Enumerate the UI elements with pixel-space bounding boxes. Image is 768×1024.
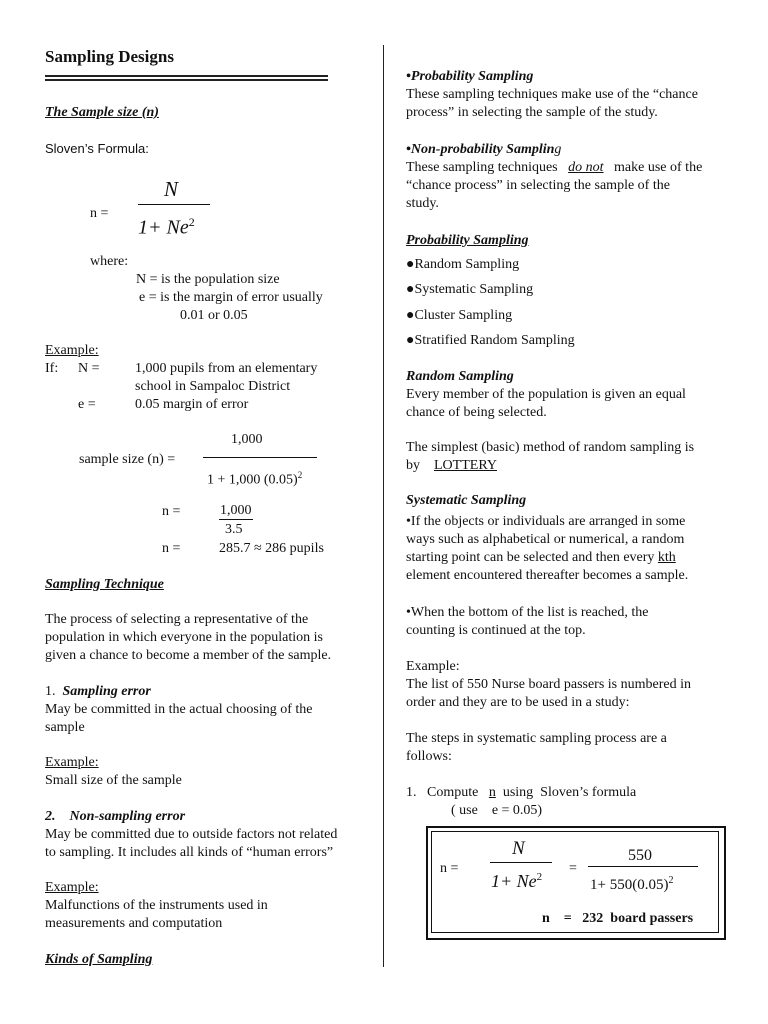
random-text-line2: chance of being selected. <box>406 405 547 420</box>
list-item-label: Stratified Random Sampling <box>414 333 575 348</box>
steps-text-line1: The steps in systematic sampling process are a <box>406 731 667 746</box>
systematic-example-line1: The list of 550 Nurse board passers is numbered in <box>406 677 691 692</box>
non-probability-text-line3: study. <box>406 196 439 211</box>
sampling-technique-heading: Sampling Technique <box>45 577 164 592</box>
example-N-eq: N = <box>78 361 100 376</box>
calc-step-numerator: 1,000 <box>220 503 252 518</box>
non-probability-text-line2: “chance process” in selecting the sample of the <box>406 178 670 193</box>
box-denominator-exp: 2 <box>536 871 543 883</box>
example-N-value-line1: 1,000 pupils from an elementary <box>135 361 318 376</box>
title-rule-top <box>45 75 328 77</box>
lottery-text: LOTTERY <box>434 458 497 473</box>
example-N-value-line2: school in Sampaloc District <box>135 379 291 394</box>
non-probability-text-a: These sampling techniques <box>406 160 558 175</box>
random-sampling-heading: Random Sampling <box>406 369 514 384</box>
non-sampling-error-example-label: Example: <box>45 880 99 895</box>
technique-text-line1: The process of selecting a representative of the <box>45 612 309 627</box>
step1-line <box>406 784 636 802</box>
box-denominator-base: 1+ Ne <box>491 871 537 891</box>
where-e-line1: e = is the margin of error usually <box>139 290 323 305</box>
where-N: N = is the population size <box>136 272 280 287</box>
sampling-error-item <box>45 683 151 701</box>
formula-denominator-exp: 2 <box>188 215 195 229</box>
systematic-example-line2: order and they are to be used in a study: <box>406 695 630 710</box>
box-denominator-2 <box>590 872 673 894</box>
non-probability-title <box>406 141 561 159</box>
step1-using: using Sloven’s formula <box>502 785 637 800</box>
probability-list-heading: Probability Sampling <box>406 233 529 248</box>
kth-text: kth <box>657 550 676 565</box>
where-e-line2: 0.01 or 0.05 <box>180 308 248 323</box>
non-sampling-error-text-line1: May be committed due to outside factors not related <box>45 827 338 842</box>
non-sampling-error-item <box>45 808 185 826</box>
formula-numerator: N <box>164 177 179 201</box>
systematic-text-line5: •When the bottom of the list is reached, the <box>406 605 649 620</box>
list-item-label: Random Sampling <box>414 257 520 272</box>
list-item <box>406 256 519 274</box>
list-item <box>406 307 512 325</box>
sampling-error-example-label: Example: <box>45 755 99 770</box>
formula-fraction-line <box>138 204 210 205</box>
sampling-error-number: 1. <box>45 684 56 699</box>
non-probability-text-line1 <box>406 159 702 177</box>
box-fraction-line <box>490 862 552 863</box>
systematic-example-label: Example: <box>406 659 460 674</box>
box-result-value: 232 board passers <box>582 911 694 926</box>
step1-use-e: ( use e = 0.05) <box>451 803 543 818</box>
box-fraction-line-2 <box>588 866 698 867</box>
column-divider <box>383 45 384 967</box>
calc-result-n-eq: n = <box>162 541 181 556</box>
bullet-icon: ● <box>406 308 415 323</box>
calc-step-fraction-line <box>219 519 253 520</box>
box-denominator-2-exp: 2 <box>668 875 674 886</box>
title-rule-bottom <box>45 79 328 81</box>
page-title: Sampling Designs <box>45 47 174 66</box>
calc-denominator-exp: 2 <box>297 470 303 480</box>
calc-step-n-eq: n = <box>162 504 181 519</box>
bullet-icon: ● <box>406 282 415 297</box>
systematic-text-line2: ways such as alphabetical or numerical, a random <box>406 532 685 547</box>
if-label: If: <box>45 361 59 376</box>
sampling-error-title: Sampling error <box>62 684 151 699</box>
random-text-by: by <box>406 458 420 473</box>
box-n-eq: n = <box>440 861 459 876</box>
random-text-line4 <box>406 457 497 475</box>
example-e-eq: e = <box>78 397 96 412</box>
example-label: Example: <box>45 343 99 358</box>
step1-compute: 1. Compute <box>406 785 479 800</box>
slovens-label: Sloven’s Formula: <box>45 141 149 156</box>
box-result <box>542 910 693 928</box>
calc-label: sample size (n) = <box>79 452 176 467</box>
formula-n-eq: n = <box>90 206 109 221</box>
box-result-eq: = <box>563 911 572 926</box>
box-equals: = <box>569 861 577 876</box>
calc-numerator: 1,000 <box>231 432 263 447</box>
list-item <box>406 332 575 350</box>
sampling-error-text-line2: sample <box>45 720 85 735</box>
systematic-sampling-heading: Systematic Sampling <box>406 493 527 508</box>
where-label: where: <box>90 254 129 269</box>
box-numerator: N <box>512 838 525 859</box>
list-item-label: Cluster Sampling <box>414 308 513 323</box>
bullet-icon: ● <box>406 257 415 272</box>
bullet-icon: ● <box>406 333 415 348</box>
probability-text-line2: process” in selecting the sample of the study. <box>406 105 658 120</box>
steps-text-line2: follows: <box>406 749 452 764</box>
calc-denominator-base: 1 + 1,000 (0.05) <box>207 472 298 488</box>
probability-text-line1: These sampling techniques make use of the “chance <box>406 87 698 102</box>
example-e-value: 0.05 margin of error <box>135 397 249 412</box>
formula-denominator <box>138 210 195 240</box>
technique-text-line2: population in which everyone in the population is <box>45 630 324 645</box>
box-denominator <box>491 866 542 892</box>
non-sampling-error-number: 2. <box>45 809 56 824</box>
calc-denominator <box>207 466 302 490</box>
box-denominator-2-base: 1+ 550(0.05) <box>590 877 669 893</box>
non-sampling-error-text-line2: to sampling. It includes all kinds of “human errors” <box>45 845 334 860</box>
list-item-label: Systematic Sampling <box>414 282 534 297</box>
systematic-text-line1: •If the objects or individuals are arranged in some <box>406 514 686 529</box>
technique-text-line3: given a chance to become a member of the sample. <box>45 648 332 663</box>
random-text-line3: The simplest (basic) method of random sampling is <box>406 440 695 455</box>
calc-result: 285.7 ≈ 286 pupils <box>219 541 324 556</box>
systematic-text-line4: element encountered thereafter becomes a sample. <box>406 568 689 583</box>
box-numerator-2: 550 <box>628 847 652 864</box>
sampling-error-text-line1: May be committed in the actual choosing of the <box>45 702 313 717</box>
non-sampling-error-example-line2: measurements and computation <box>45 916 223 931</box>
systematic-text-line3-main: starting point can be selected and then every <box>406 550 655 565</box>
sample-size-heading: The Sample size (n) <box>45 105 159 120</box>
non-sampling-error-example-line1: Malfunctions of the instruments used in <box>45 898 268 913</box>
formula-denominator-base: 1+ Ne <box>138 216 189 239</box>
systematic-text-line6: counting is continued at the top. <box>406 623 586 638</box>
non-probability-text-c: make use of the <box>614 160 703 175</box>
non-probability-title-tail: g <box>554 142 562 157</box>
probability-sampling-title: •Probability Sampling <box>406 69 534 84</box>
systematic-text-line3 <box>406 549 676 567</box>
sampling-error-example: Small size of the sample <box>45 773 182 788</box>
non-probability-title-main: •Non-probability Samplin <box>406 142 555 157</box>
calc-fraction-line <box>203 457 317 458</box>
list-item <box>406 281 533 299</box>
random-text-line1: Every member of the population is given an equal <box>406 387 686 402</box>
step1-n: n <box>488 785 496 800</box>
calc-step-denominator: 3.5 <box>225 522 243 537</box>
kinds-of-sampling-heading: Kinds of Sampling <box>45 952 153 967</box>
non-sampling-error-title: Non-sampling error <box>69 809 186 824</box>
non-probability-do-not: do not <box>568 160 604 175</box>
box-result-n: n <box>542 911 550 926</box>
